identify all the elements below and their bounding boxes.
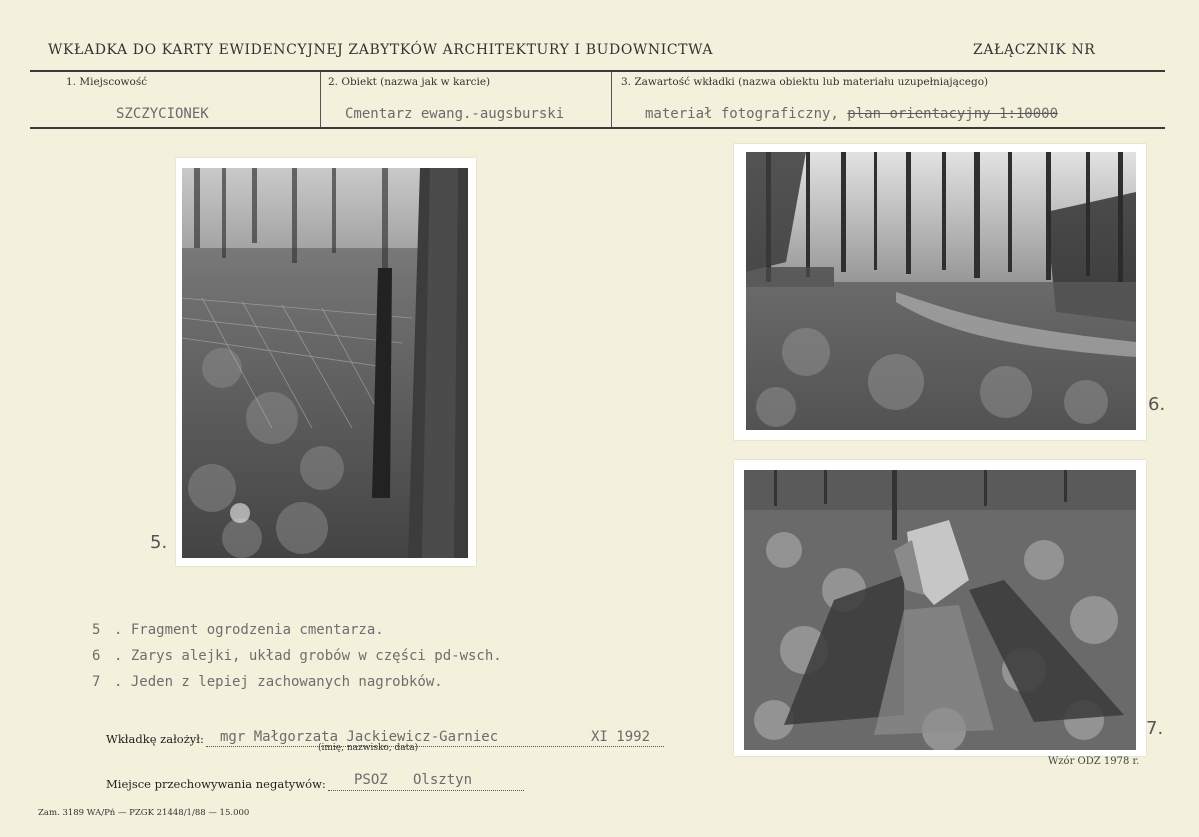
photo-6-number: 6. (1148, 394, 1166, 415)
negatives-dotted-line (328, 790, 524, 791)
caption-7-number: 7 (92, 674, 101, 690)
photo-5-fence-fragment (176, 158, 476, 566)
caption-7-text: . Jeden z lepiej zachowanych nagrobków. (114, 674, 443, 690)
caption-5 (92, 622, 384, 638)
author-dotted-line (206, 746, 664, 747)
contents-value-main: materiał fotograficzny, (645, 106, 848, 122)
photo-5-image (182, 168, 468, 558)
negatives-label: Miejsce przechowywania negatywów: (106, 777, 326, 791)
author-value: mgr Małgorzata Jackiewicz-Garniec (220, 729, 499, 745)
contents-label: 3. Zawartość wkładki (nazwa obiektu lub materiału uzupełniającego) (621, 76, 989, 88)
author-label: Wkładkę założył: (106, 732, 204, 746)
header-rule-top (30, 70, 1165, 72)
header-rule-bottom (30, 127, 1165, 129)
caption-6-number: 6 (92, 648, 101, 664)
caption-5-text: . Fragment ogrodzenia cmentarza. (114, 622, 384, 638)
photo-6-alley-outline (734, 144, 1146, 440)
object-label: 2. Obiekt (nazwa jak w karcie) (328, 76, 491, 88)
contents-value (645, 106, 1058, 122)
caption-6 (92, 648, 502, 664)
author-date: XI 1992 (591, 729, 651, 745)
negatives-value: PSOZ Olsztyn (354, 772, 473, 788)
field-separator (320, 72, 321, 127)
photo-7-number: 7. (1146, 718, 1164, 739)
object-value: Cmentarz ewang.-augsburski (345, 106, 565, 122)
form-title: WKŁADKA DO KARTY EWIDENCYJNEJ ZABYTKÓW ARCHITEKTURY I BUDOWNICTWA (48, 42, 714, 58)
caption-5-number: 5 (92, 622, 101, 638)
form-template-note: Wzór ODZ 1978 r. (1048, 756, 1140, 767)
contents-value-struck: plan orientacyjny 1:10000 (847, 106, 1059, 122)
caption-6-text: . Zarys alejki, układ grobów w części pd-wsch. (114, 648, 502, 664)
field-separator (611, 72, 612, 127)
author-note: (imię, nazwisko, data) (318, 743, 419, 753)
photo-7-image (744, 470, 1136, 750)
photo-5-number: 5. (150, 532, 168, 553)
locality-label: 1. Miejscowość (66, 76, 148, 88)
photo-7-gravestone (734, 460, 1146, 756)
photo-6-image (746, 152, 1136, 430)
attachment-number-label: ZAŁĄCZNIK NR (973, 42, 1096, 58)
caption-7 (92, 674, 443, 690)
print-footer: Zam. 3189 WA/Pń — PZGK 21448/1/88 — 15.000 (38, 808, 250, 818)
locality-value: SZCZYCIONEK (116, 106, 209, 122)
